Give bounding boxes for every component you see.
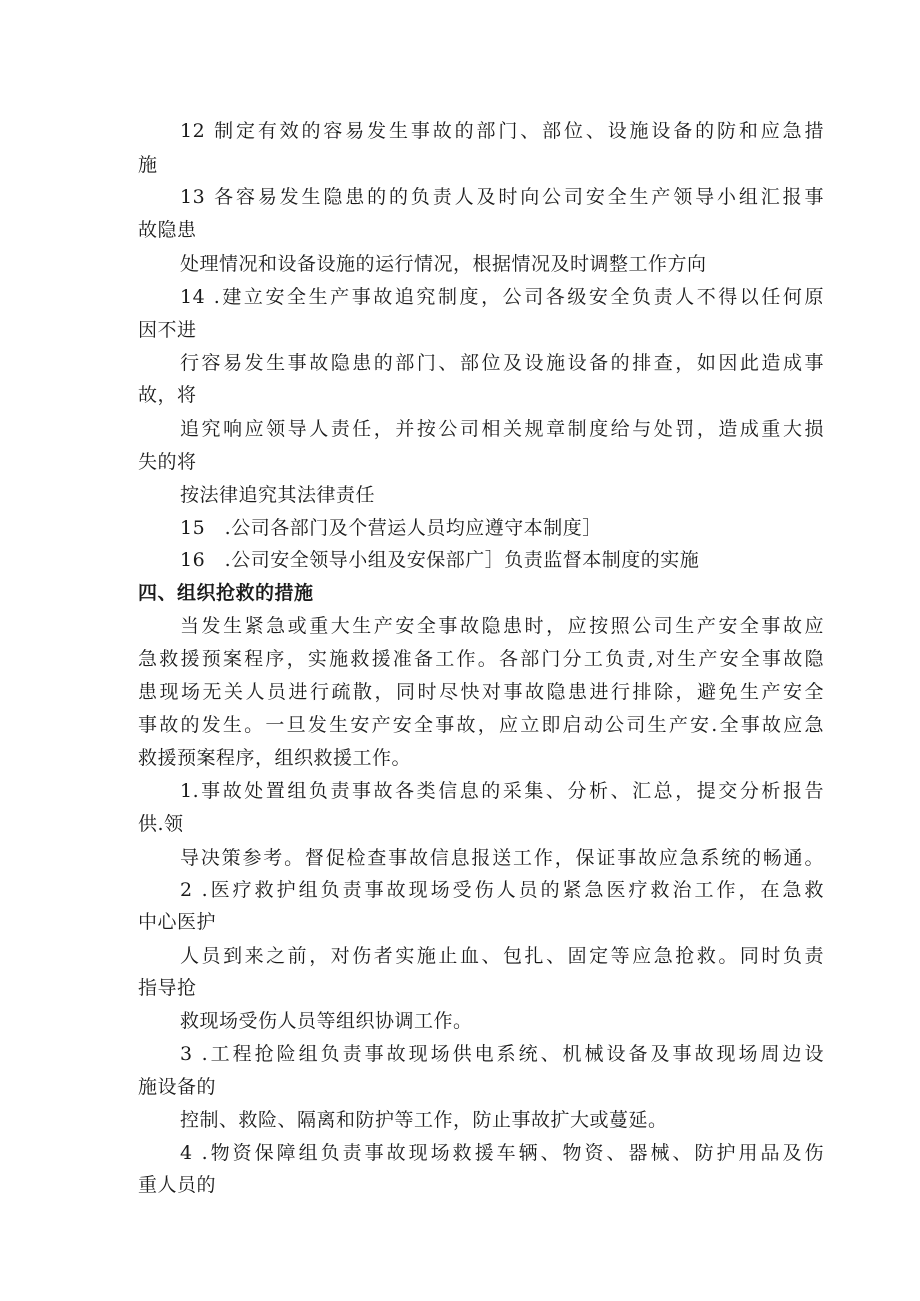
paragraph-line: 救现场受伤人员等组织协调工作。 [180,1010,473,1032]
paragraph-line: 急救援预案程序，实施救援准备工作。各部门分工负责,对生产安全事故隐 [138,648,824,670]
paragraph-line: 1.事故处置组负责事故各类信息的采集、分析、汇总，提交分析报告 [180,780,824,802]
paragraph-line: 患现场无关人员进行疏散，同时尽快对事故隐患进行排除，避免生产安全 [138,681,824,703]
paragraph-line: 12 制定有效的容易发生事故的部门、部位、设施设备的防和应急措 [180,120,824,142]
paragraph-line: 故，将 [138,384,197,406]
paragraph-line: 行容易发生事故隐患的部门、部位及设施设备的排查，如因此造成事 [180,352,824,374]
paragraph-line: 2 .医疗救护组负责事故现场受伤人员的紧急医疗救治工作，在急救 [180,879,824,901]
paragraph-line: 施 [138,154,158,176]
paragraph-line: 控制、救险、隔离和防护等工作，防止事故扩大或蔓延。 [180,1109,668,1131]
paragraph-line: 救援预案程序，组织救援工作。 [138,747,412,769]
paragraph-line: 中心医护 [138,911,217,933]
paragraph-line: 16 .公司安全领导小组及安保部广］负责监督本制度的实施 [180,549,700,571]
paragraph-line: 3 .工程抢险组负责事故现场供电系统、机械设备及事故现场周边设 [180,1043,824,1065]
paragraph-line: 失的将 [138,451,197,473]
paragraph-line: 重人员的 [138,1174,217,1196]
paragraph-line: 导决策参考。督促检查事故信息报送工作，保证事故应急系统的畅通。 [180,847,824,869]
paragraph-line: 处理情况和设备设施的运行情况，根据情况及时调整工作方向 [180,253,707,275]
paragraph-line: 14 .建立安全生产事故追究制度，公司各级安全负责人不得以任何原 [180,286,824,308]
section-heading: 四、组织抢救的措施 [138,582,314,604]
paragraph-line: 按法律追究其法律责任 [180,484,376,506]
paragraph-line: 故隐患 [138,219,197,241]
paragraph-line: 4 .物资保障组负责事故现场救援车辆、物资、器械、防护用品及伤 [180,1142,824,1164]
paragraph-line: 当发生紧急或重大生产安全事故隐患时，应按照公司生产安全事故应 [180,615,824,637]
paragraph-line: 13 各容易发生隐患的的负责人及时向公司安全生产领导小组汇报事 [180,186,824,208]
paragraph-line: 指导抢 [138,977,197,999]
paragraph-line: 因不进 [138,319,197,341]
paragraph-line: 15 .公司各部门及个营运人员均应遵守本制度］ [180,517,602,539]
paragraph-line: 追究响应领导人责任，并按公司相关规章制度给与处罚，造成重大损 [180,418,824,440]
paragraph-line: 施设备的 [138,1076,217,1098]
paragraph-line: 供.领 [138,813,184,835]
paragraph-line: 事故的发生。一旦发生安产安全事故，应立即启动公司生产安.全事故应急 [138,714,824,736]
paragraph-line: 人员到来之前，对伤者实施止血、包扎、固定等应急抢救。同时负责 [180,945,824,967]
